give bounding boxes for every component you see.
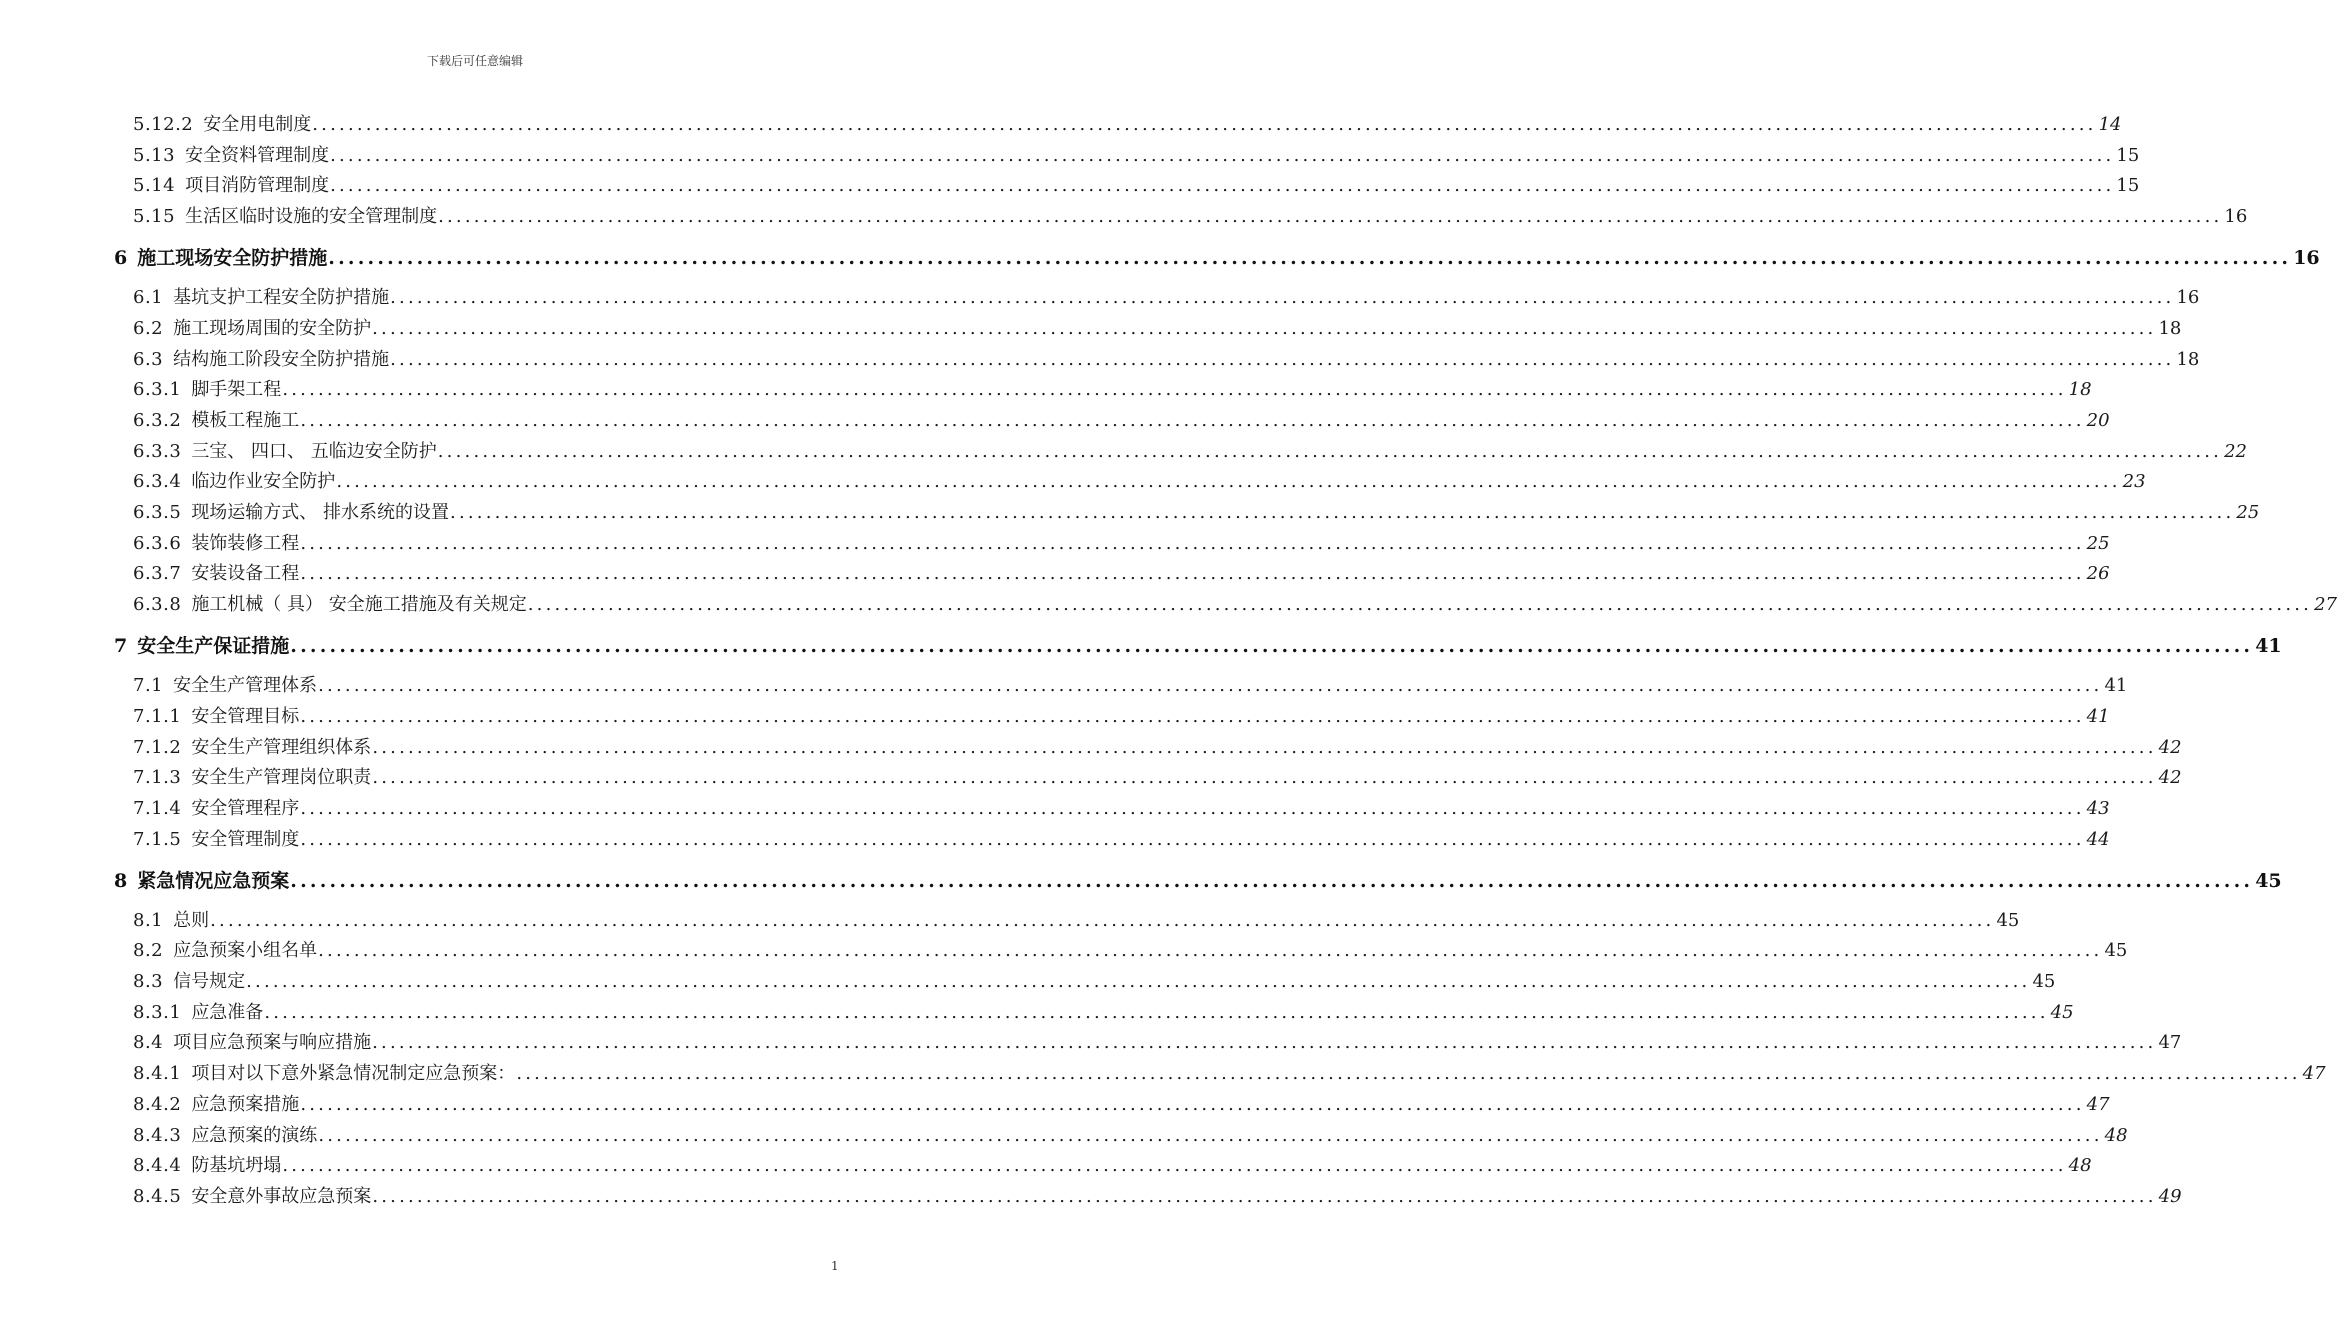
toc-entry-number: 8.1 xyxy=(133,909,164,931)
dot-leader: ........................................................................................................................................................................................................ xyxy=(438,206,2223,228)
toc-entry[interactable] xyxy=(133,171,2140,197)
dot-leader: ........................................................................................................................................................................................................ xyxy=(372,317,2157,339)
dot-leader: ........................................................................................................................................................................................................ xyxy=(290,635,2254,658)
dot-leader: ........................................................................................................................................................................................................ xyxy=(318,1124,2103,1146)
dot-leader: ........................................................................................................................................................................................................ xyxy=(300,797,2085,819)
toc-entry-page: 45 xyxy=(2050,1001,2074,1023)
toc-entry-number: 6.2 xyxy=(133,317,164,339)
toc-entry-title: 安全用电制度 xyxy=(203,114,312,135)
toc-entry[interactable] xyxy=(133,529,2110,555)
toc-entry-title: 信号规定 xyxy=(173,971,246,992)
toc-entry-page: 45 xyxy=(2104,940,2128,962)
toc-entry-page: 49 xyxy=(2158,1185,2182,1207)
toc-entry-title: 临边作业安全防护 xyxy=(191,471,336,493)
toc-entry-page: 25 xyxy=(2086,532,2110,554)
toc-entry-number: 7.1.1 xyxy=(133,705,182,727)
toc-entry-title: 施工现场周围的安全防护 xyxy=(173,317,372,339)
toc-entry-number: 8.4.2 xyxy=(133,1093,182,1115)
toc-entry[interactable] xyxy=(133,559,2110,585)
toc-entry-title: 安全生产管理组织体系 xyxy=(191,736,372,758)
toc-entry-number: 5.13 xyxy=(133,144,176,166)
toc-entry-number: 6.3.8 xyxy=(133,594,182,616)
toc-entry-number: 7 xyxy=(114,635,128,658)
dot-leader: ........................................................................................................................................................................................................ xyxy=(300,563,2085,585)
toc-entry-page: 16 xyxy=(2176,287,2200,309)
toc-entry-page: 48 xyxy=(2104,1124,2128,1146)
toc-entry-title: 安全生产管理体系 xyxy=(173,675,318,697)
toc-entry-title: 紧急情况应急预案 xyxy=(137,869,290,892)
dot-leader: ........................................................................................................................................................................................................ xyxy=(300,828,2085,850)
toc-entry-number: 5.15 xyxy=(133,206,176,228)
dot-leader: ........................................................................................................................................................................................................ xyxy=(300,409,2085,431)
dot-leader: ........................................................................................................................................................................................................ xyxy=(312,114,2097,135)
toc-entry[interactable] xyxy=(133,733,2182,759)
toc-entry-number: 6.1 xyxy=(133,287,164,309)
toc-entry[interactable] xyxy=(133,202,2248,228)
toc-entry-number: 7.1 xyxy=(133,675,164,697)
toc-entry-number: 8.4.1 xyxy=(133,1063,182,1085)
toc-entry[interactable] xyxy=(133,406,2110,432)
toc-entry-number: 6.3.4 xyxy=(133,471,182,493)
toc-entry-page: 23 xyxy=(2122,471,2146,493)
page-number: 1 xyxy=(831,1259,839,1273)
toc-entry-title: 应急预案小组名单 xyxy=(173,940,318,962)
toc-entry-number: 6.3.1 xyxy=(133,379,182,401)
dot-leader: ........................................................................................................................................................................................................ xyxy=(328,247,2292,270)
toc-entry-page: 16 xyxy=(2293,247,2320,270)
toc-entry-title: 应急预案的演练 xyxy=(191,1124,318,1146)
dot-leader: ........................................................................................................................................................................................................ xyxy=(450,502,2235,523)
toc-entry-title: 应急预案措施 xyxy=(191,1093,300,1115)
toc-entry-number: 8.4.4 xyxy=(133,1155,182,1177)
toc-entry[interactable] xyxy=(133,1151,2092,1177)
dot-leader: ........................................................................................................................................................................................................ xyxy=(390,348,2175,370)
toc-entry-title: 项目对以下意外紧急情况制定应急预案： xyxy=(191,1063,516,1085)
toc-entry-number: 6.3.7 xyxy=(133,563,182,585)
toc-chapter[interactable] xyxy=(114,866,2282,893)
toc-entry-number: 5.14 xyxy=(133,175,176,197)
toc-entry-title: 项目消防管理制度 xyxy=(185,175,330,197)
toc-entry-number: 8 xyxy=(114,869,128,892)
toc-entry-number: 6.3.6 xyxy=(133,532,182,554)
dot-leader: ........................................................................................................................................................................................................ xyxy=(390,287,2175,309)
toc-entry-number: 7.1.3 xyxy=(133,767,182,789)
dot-leader: ........................................................................................................................................................................................................ xyxy=(246,971,2031,992)
toc-entry-page: 16 xyxy=(2224,206,2248,228)
toc-entry-title: 现场运输方式、 排水系统的设置 xyxy=(191,502,450,523)
toc-entry-page: 41 xyxy=(2255,635,2282,658)
toc-entry-page: 15 xyxy=(2116,175,2140,197)
toc-entry-title: 脚手架工程 xyxy=(191,379,282,401)
toc-entry-number: 6.3.5 xyxy=(133,502,182,523)
toc-chapter[interactable] xyxy=(114,243,2320,270)
toc-entry-number: 5.12.2 xyxy=(133,114,194,135)
toc-entry-title: 安装设备工程 xyxy=(191,563,300,585)
toc-entry-title: 总则 xyxy=(173,909,210,931)
dot-leader: ........................................................................................................................................................................................................ xyxy=(318,675,2103,697)
toc-entry-number: 7.1.4 xyxy=(133,797,182,819)
toc-entry[interactable] xyxy=(133,141,2140,167)
toc-entry-page: 47 xyxy=(2302,1063,2326,1085)
toc-entry-title: 三宝、 四口、 五临边安全防护 xyxy=(191,440,437,462)
toc-entry-number: 8.4 xyxy=(133,1032,164,1054)
toc-entry[interactable] xyxy=(133,498,2260,524)
toc-entry-title: 安全生产管理岗位职责 xyxy=(191,767,372,789)
dot-leader: ........................................................................................................................................................................................................ xyxy=(282,379,2067,401)
toc-entry-page: 48 xyxy=(2068,1155,2092,1177)
toc-entry[interactable] xyxy=(133,794,2110,820)
toc-entry[interactable] xyxy=(133,906,2020,932)
toc-entry-number: 8.4.3 xyxy=(133,1124,182,1146)
toc-entry-title: 安全资料管理制度 xyxy=(185,144,330,166)
toc-entry-number: 6.3.3 xyxy=(133,440,182,462)
toc-entry-title: 安全意外事故应急预案 xyxy=(191,1185,372,1207)
toc-entry[interactable] xyxy=(133,1182,2182,1208)
toc-entry-page: 14 xyxy=(2098,114,2122,135)
dot-leader: ........................................................................................................................................................................................................ xyxy=(336,471,2121,493)
dot-leader: ........................................................................................................................................................................................................ xyxy=(282,1155,2067,1177)
toc-entry-page: 27 xyxy=(2314,594,2337,616)
toc-entry[interactable] xyxy=(133,702,2110,728)
toc-entry-page: 45 xyxy=(2255,869,2282,892)
toc-entry[interactable] xyxy=(133,110,2122,136)
toc-entry-number: 7.1.2 xyxy=(133,736,182,758)
dot-leader: ........................................................................................................................................................................................................ xyxy=(372,736,2157,758)
toc-entry-number: 8.2 xyxy=(133,940,164,962)
toc-entry-number: 7.1.5 xyxy=(133,828,182,850)
dot-leader: ........................................................................................................................................................................................................ xyxy=(300,705,2085,727)
toc-entry-number: 6 xyxy=(114,247,128,270)
toc-entry-page: 18 xyxy=(2068,379,2092,401)
toc-entry[interactable] xyxy=(133,467,2146,493)
toc-entry-page: 26 xyxy=(2086,563,2110,585)
toc-entry-title: 结构施工阶段安全防护措施 xyxy=(173,348,390,370)
toc-entry[interactable] xyxy=(133,671,2128,697)
dot-leader: ........................................................................................................................................................................................................ xyxy=(527,594,2313,616)
toc-entry-page: 45 xyxy=(2032,971,2056,992)
dot-leader: ........................................................................................................................................................................................................ xyxy=(372,767,2157,789)
toc-entry-title: 施工机械（ 具） 安全施工措施及有关规定 xyxy=(191,594,527,616)
toc-entry-number: 6.3.2 xyxy=(133,409,182,431)
toc-entry[interactable] xyxy=(133,1121,2128,1147)
toc-entry-title: 安全管理制度 xyxy=(191,828,300,850)
toc-entry[interactable] xyxy=(133,998,2074,1024)
toc-entry-page: 18 xyxy=(2158,317,2182,339)
toc-entry[interactable] xyxy=(133,375,2092,401)
toc-entry-title: 施工现场安全防护措施 xyxy=(137,247,328,270)
toc-entry-page: 41 xyxy=(2104,675,2128,697)
toc-entry-page: 15 xyxy=(2116,144,2140,166)
toc-entry-page: 25 xyxy=(2236,502,2260,523)
dot-leader: ........................................................................................................................................................................................................ xyxy=(264,1001,2049,1023)
toc-entry-number: 6.3 xyxy=(133,348,164,370)
toc-entry-number: 8.3 xyxy=(133,971,164,992)
toc-entry[interactable] xyxy=(133,825,2110,851)
toc-entry[interactable] xyxy=(133,283,2200,309)
toc-entry-page: 44 xyxy=(2086,828,2110,850)
toc-entry-title: 项目应急预案与响应措施 xyxy=(173,1032,372,1054)
dot-leader: ........................................................................................................................................................................................................ xyxy=(300,532,2085,554)
toc-entry-page: 18 xyxy=(2176,348,2200,370)
toc-entry-title: 模板工程施工 xyxy=(191,409,300,431)
toc-entry[interactable] xyxy=(133,1059,2326,1085)
toc-entry-title: 安全管理目标 xyxy=(191,705,300,727)
dot-leader: ........................................................................................................................................................................................................ xyxy=(372,1032,2157,1054)
toc-entry[interactable] xyxy=(133,314,2182,340)
dot-leader: ........................................................................................................................................................................................................ xyxy=(437,440,2223,462)
toc-entry-title: 装饰装修工程 xyxy=(191,532,300,554)
toc-entry-page: 47 xyxy=(2158,1032,2182,1054)
toc-entry-title: 基坑支护工程安全防护措施 xyxy=(173,287,390,309)
toc-entry[interactable] xyxy=(133,936,2128,962)
toc-entry[interactable] xyxy=(133,763,2182,789)
dot-leader: ........................................................................................................................................................................................................ xyxy=(372,1185,2157,1207)
toc-entry[interactable] xyxy=(133,437,2248,463)
toc-entry-page: 42 xyxy=(2158,767,2182,789)
toc-entry-page: 47 xyxy=(2086,1093,2110,1115)
toc-entry-title: 应急准备 xyxy=(191,1001,264,1023)
toc-entry[interactable] xyxy=(133,1028,2182,1054)
dot-leader: ........................................................................................................................................................................................................ xyxy=(290,869,2254,892)
toc-entry-page: 41 xyxy=(2086,705,2110,727)
toc-entry-title: 生活区临时设施的安全管理制度 xyxy=(185,206,438,228)
toc-entry[interactable] xyxy=(133,1090,2110,1116)
dot-leader: ........................................................................................................................................................................................................ xyxy=(300,1093,2085,1115)
toc-entry[interactable] xyxy=(133,345,2200,371)
toc-entry-page: 42 xyxy=(2158,736,2182,758)
toc-entry-title: 安全生产保证措施 xyxy=(137,635,290,658)
dot-leader: ........................................................................................................................................................................................................ xyxy=(330,144,2115,166)
toc-entry-title: 安全管理程序 xyxy=(191,797,300,819)
toc-entry-page: 43 xyxy=(2086,797,2110,819)
dot-leader: ........................................................................................................................................................................................................ xyxy=(210,909,1995,931)
page-header: 下载后可任意编辑 xyxy=(426,54,523,68)
toc-entry-number: 8.4.5 xyxy=(133,1185,182,1207)
toc-entry-page: 22 xyxy=(2224,440,2248,462)
toc-entry-title: 防基坑坍塌 xyxy=(191,1155,282,1177)
dot-leader: ........................................................................................................................................................................................................ xyxy=(318,940,2103,962)
toc-entry-page: 45 xyxy=(1996,909,2020,931)
dot-leader: ........................................................................................................................................................................................................ xyxy=(516,1063,2301,1085)
toc-entry[interactable] xyxy=(133,590,2337,616)
dot-leader: ........................................................................................................................................................................................................ xyxy=(330,175,2115,197)
toc-entry-number: 8.3.1 xyxy=(133,1001,182,1023)
toc-entry[interactable] xyxy=(133,967,2056,993)
toc-entry-page: 20 xyxy=(2086,409,2110,431)
toc-chapter[interactable] xyxy=(114,631,2282,658)
